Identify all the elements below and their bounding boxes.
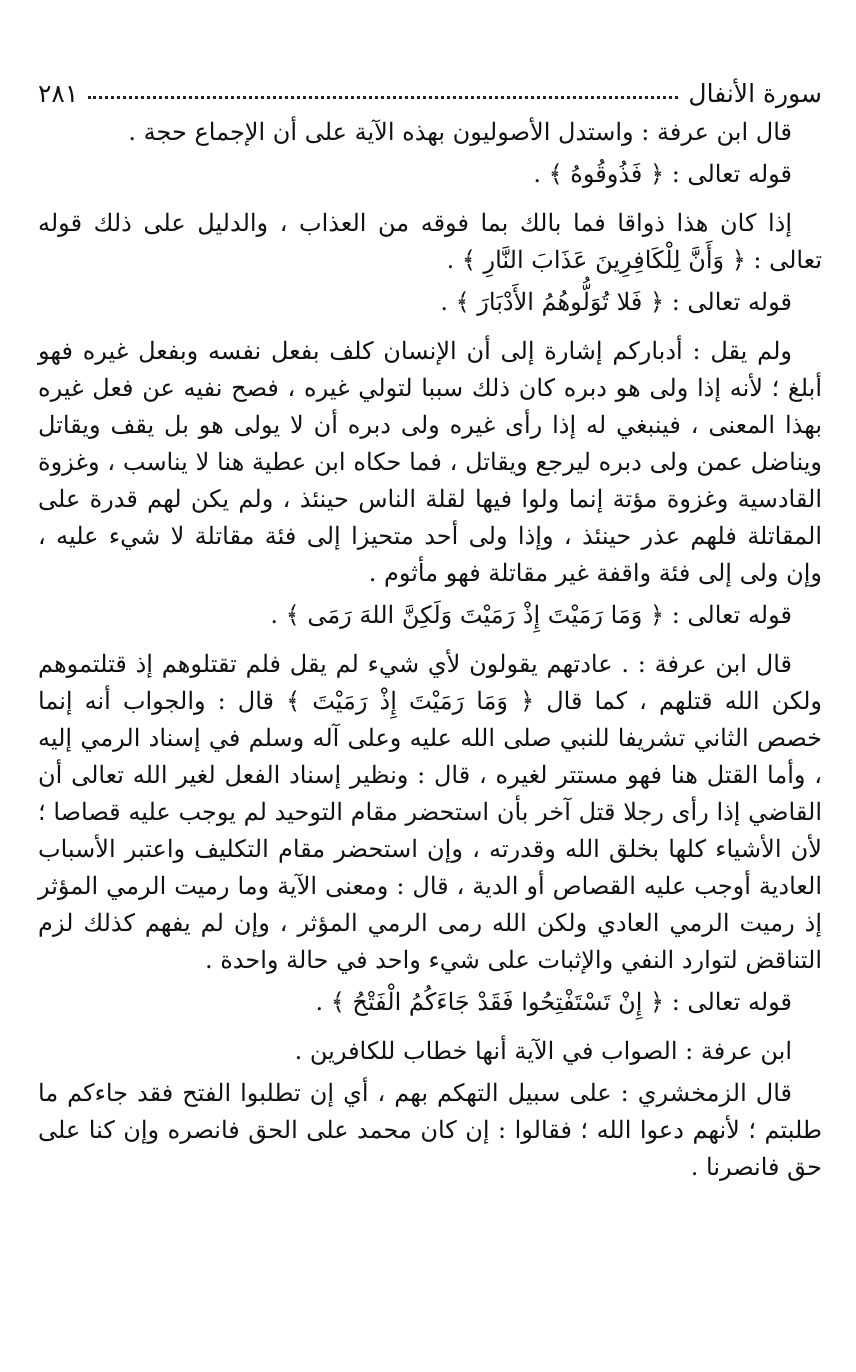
verse-paragraph: قوله تعالى : ﴿ فَلا تُوَلُّوهُمُ الأَدْبَارَ ﴾ . <box>440 288 792 316</box>
paragraph: قال ابن عرفة : . عادتهم يقولون لأي شيء لم يقل فلم تقتلوهم إذ قتلتموهم ولكن الله قتلهم ، كما قال ﴿ وَمَا رَمَيْتَ إِذْ رَمَيْتَ ﴾ قال : والجواب أنه إنما خصص الثاني تشريفا للنبي صلى الله عليه وعلى آله وسلم في إسناد الرمي إليه ، وأما القتل هنا فهو مستتر لغيره ، قال : ونظير إسناد الفعل لغير الله تعالى أن القاضي إذا رأى رجلا قتل آخر بأن استحضر مقام التوحيد لم يوجب عليه قصاصا ؛ لأن الأشياء كلها بخلق الله وقدرته ، وإن استحضر مقام التكليف واعتبر الأسباب العادية أوجب عليه القصاص أو الدية ، قال : ومعنى الآية وما رميت الرمي المؤثر إذ رميت الرمي العادي ولكن الله رمى الرمي المؤثر ، وإن لم يفهم كذلك لزم التناقض لتوارد النفي والإثبات على شيء واحد في حالة واحدة . <box>38 650 822 974</box>
page-body <box>38 114 822 1191</box>
paragraph: قال ابن عرفة : واستدل الأصوليون بهذه الآية على أن الإجماع حجة . <box>128 118 792 146</box>
page-header <box>38 68 822 108</box>
verse-paragraph: قوله تعالى : ﴿ إِنْ تَسْتَفْتِحُوا فَقَدْ جَاءَكُمُ الْفَتْحُ ﴾ . <box>315 988 792 1016</box>
page-number: ٢٨١ <box>38 79 79 108</box>
paragraph: قال الزمخشري : على سبيل التهكم بهم ، أي إن تطلبوا الفتح فقد جاءكم ما طلبتم ؛ لأنهم دعوا الله ؛ فقالوا : إن كان محمد على الحق فانصره وإن كنا على حق فانصرنا . <box>38 1079 822 1181</box>
verse-paragraph: قوله تعالى : ﴿ فَذُوقُوهُ ﴾ . <box>533 160 792 188</box>
paragraph: إذا كان هذا ذواقا فما بالك بما فوقه من العذاب ، والدليل على ذلك قوله تعالى : ﴿ وَأَنَّ لِلْكَافِرِينَ عَذَابَ النَّارِ ﴾ . <box>38 209 822 274</box>
paragraph: ولم يقل : أدباركم إشارة إلى أن الإنسان كلف بفعل نفسه وبفعل غيره فهو أبلغ ؛ لأنه إذا ولى هو دبره كان ذلك سببا لتولي غيره ، فصح نفيه عن فعل غيره بهذا المعنى ، فينبغي له إذا رأى غيره ولى دبره أن لا يولى هو بل يقف ويقاتل ويناضل عمن ولى دبره ليرجع ويقاتل ، فما حكاه ابن عطية هنا لا يناسب ، وغزوة القادسية وغزوة مؤتة إنما ولوا فيها لقلة الناس حينئذ ، ولم يكن لهم قدرة على المقاتلة فلهم عذر حينئذ ، وإذا ولى أحد متحيزا إلى فئة مقاتلة لا شيء عليه ، وإن ولى إلى فئة واقفة غير مقاتلة فهو مأثوم . <box>38 337 822 587</box>
header-dotted-leader <box>88 96 678 99</box>
surah-title: سورة الأنفال <box>688 79 822 108</box>
paragraph: ابن عرفة : الصواب في الآية أنها خطاب للكافرين . <box>294 1037 792 1065</box>
verse-paragraph: قوله تعالى : ﴿ وَمَا رَمَيْتَ إِذْ رَمَيْتَ وَلَكِنَّ اللهَ رَمَى ﴾ . <box>270 601 792 629</box>
